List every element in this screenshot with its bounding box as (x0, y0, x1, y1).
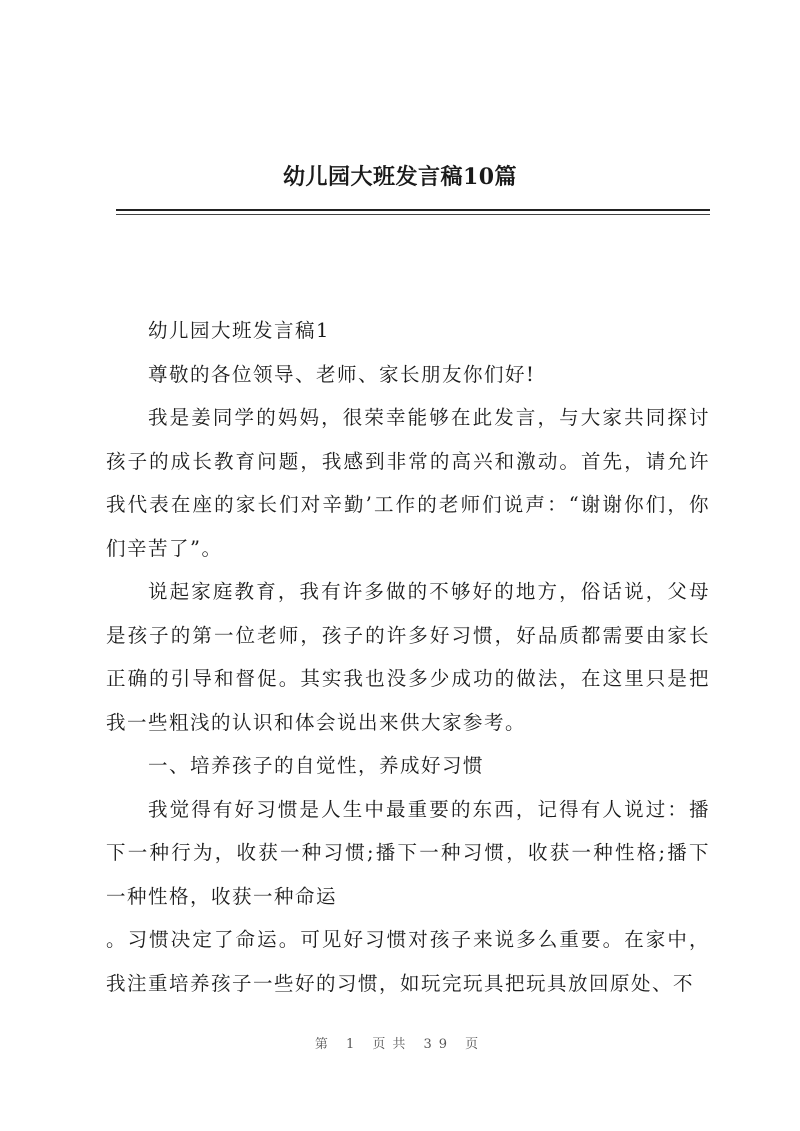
document-body (106, 309, 710, 1005)
title-divider-thin (116, 214, 710, 215)
salutation: 尊敬的各位领导、老师、家长朋友你们好! (148, 362, 536, 386)
paragraph: 我是姜同学的妈妈，很荣幸能够在此发言，与大家共同探讨孩子的成长教育问题，我感到非常的高兴和激动。首先，请允许我代表在座的家长们对辛勤’工作的老师们说声：“谢谢你们，你们辛苦了”。 (106, 406, 710, 560)
paragraph: 我觉得有好习惯是人生中最重要的东西，记得有人说过：播下一种行为，收获一种习惯;播下一种习惯，收获一种性格;播下一种性格，收获一种命运 (106, 797, 710, 908)
paragraph: 。习惯决定了命运。可见好习惯对孩子来说多么重要。在家中，我注重培养孩子一些好的习惯，如玩完玩具把玩具放回原处、不 (106, 928, 710, 995)
section-heading: 幼儿园大班发言稿1 (148, 319, 330, 342)
page-number-footer: 第 1 页共 39 页 (314, 1037, 486, 1052)
document-title: 幼儿园大班发言稿10篇 (282, 164, 518, 190)
subsection-heading: 一、培养孩子的自觉性，养成好习惯 (148, 754, 485, 777)
paragraph: 说起家庭教育，我有许多做的不够好的地方，俗话说，父母是孩子的第一位老师，孩子的许多好习惯，好品质都需要由家长正确的引导和督促。其实我也没多少成功的做法，在这里只是把我一些粗浅的认识和体会说出来供大家参考。 (106, 580, 710, 734)
title-divider (116, 209, 710, 211)
